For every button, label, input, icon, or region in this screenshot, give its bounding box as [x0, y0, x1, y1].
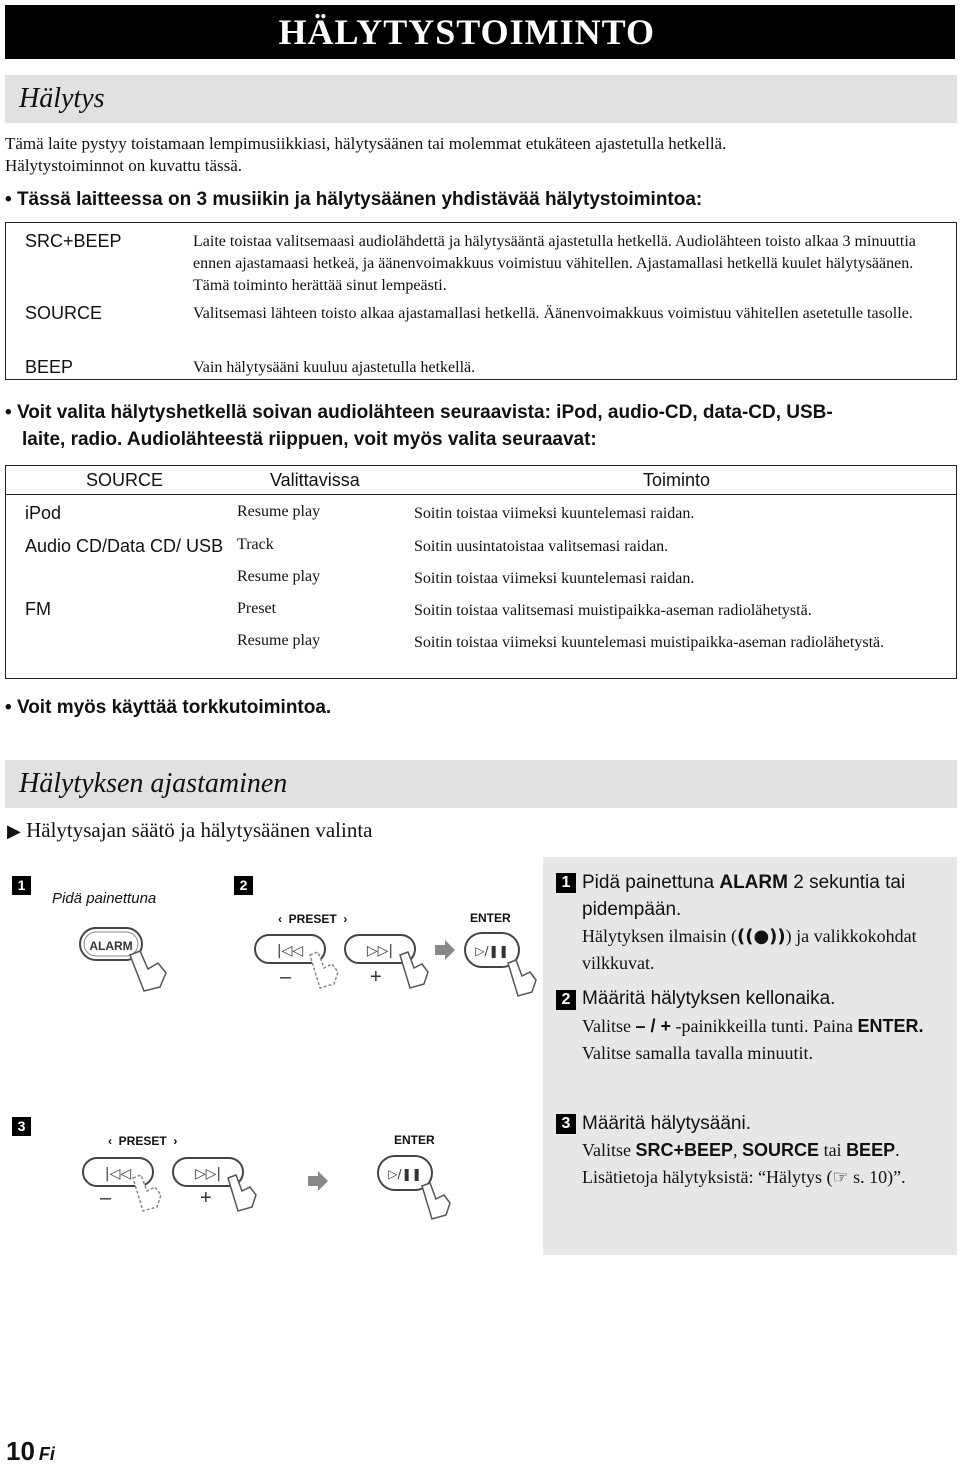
mode-key: SOURCE	[25, 303, 103, 323]
preset-label: ‹ PRESET ›	[108, 1134, 178, 1148]
mode-key: BEEP	[846, 1140, 896, 1160]
page-title: HÄLYTYSTOIMINTO	[278, 12, 655, 52]
alarm-key: ALARM	[719, 872, 788, 893]
plus-sign: +	[370, 966, 382, 988]
figure-number: 2	[234, 876, 253, 895]
step-title	[582, 869, 952, 923]
hand-icon	[508, 960, 536, 996]
hand-icon	[422, 1183, 450, 1219]
table-cell-value: Resume play	[237, 503, 321, 520]
hand-icon	[130, 951, 166, 991]
step-body-text: Valitse	[582, 1016, 636, 1036]
hand-dashed-icon	[310, 952, 338, 988]
hand-dashed-icon	[133, 1175, 161, 1211]
step-body	[582, 923, 952, 977]
mode-key: SRC+BEEP	[25, 231, 122, 251]
plus-sign: +	[200, 1187, 212, 1209]
figure-caption: Pidä painettuna	[52, 890, 157, 907]
source-table	[5, 465, 957, 679]
subheading-text: Hälytysajan säätö ja hälytysäänen valinta	[26, 818, 373, 842]
alarm-mode-table	[5, 222, 957, 380]
section-heading-text: Hälytyksen ajastaminen	[19, 768, 288, 799]
mode-key: SRC+BEEP	[635, 1140, 734, 1160]
bullet-dot: •	[5, 697, 17, 718]
enter-label: ENTER	[394, 1133, 435, 1147]
divider	[6, 494, 956, 495]
minus-sign: –	[280, 966, 292, 988]
alarm-button-illustration	[60, 915, 210, 995]
enter-key: ENTER.	[857, 1016, 924, 1036]
table-cell-source: FM	[25, 599, 51, 619]
step-body-text: ,	[733, 1140, 743, 1160]
subheading	[7, 818, 372, 843]
skip-forward-icon: ▷▷|	[194, 1166, 222, 1182]
skip-back-icon: |◁◁	[276, 943, 304, 959]
arrow-right-icon	[308, 1171, 328, 1191]
table-cell-function: Soitin uusintatoistaa valitsemasi raidan.	[414, 538, 669, 555]
enter-label: ENTER	[470, 911, 511, 925]
intro-text	[5, 133, 955, 177]
step-body-text: Valitse	[582, 1140, 636, 1160]
step-body	[582, 1013, 952, 1067]
page-footer	[6, 1436, 55, 1467]
alarm-button-label: ALARM	[89, 939, 133, 953]
bullet-sources	[5, 399, 955, 453]
minus-sign: –	[100, 1187, 112, 1209]
step-number: 2	[556, 990, 576, 1010]
steps-panel	[543, 857, 957, 1255]
table-cell-function: Soitin toistaa viimeksi kuuntelemasi muistipaikka-aseman radiolähetystä.	[414, 634, 885, 651]
step-body	[582, 1137, 952, 1191]
step-title-text: Pidä painettuna	[582, 872, 720, 893]
step-body-text: ) ja valikkokohdat vilkkuvat.	[582, 926, 917, 973]
triangle-right-icon: ▶	[7, 821, 21, 841]
hand-icon	[400, 952, 428, 988]
bullet-text: laite, radio. Audiolähteestä riippuen, voit myös valita seuraavat:	[22, 429, 597, 450]
section-heading-ajastaminen	[5, 760, 957, 808]
section-heading-text: Hälytys	[19, 83, 105, 114]
table-cell-function: Soitin toistaa valitsemasi muistipaikka-aseman radiolähetystä.	[414, 602, 812, 619]
table-cell-value: Resume play	[237, 632, 321, 649]
mode-key: SOURCE	[742, 1140, 820, 1160]
language-tag: Fi	[38, 1444, 55, 1464]
step-title: Määritä hälytyksen kellonaika.	[582, 988, 836, 1009]
step-body-text: tai	[819, 1140, 847, 1160]
preset-label: ‹ PRESET ›	[278, 912, 348, 926]
table-cell-source: Audio CD/Data CD/ USB	[25, 536, 224, 556]
table-cell-value: Resume play	[237, 568, 321, 585]
table-header: Toiminto	[643, 470, 711, 490]
bullet-text: Voit valita hälytyshetkellä soivan audiolähteen seuraavista: iPod, audio-CD, data-CD, USB-	[16, 402, 833, 423]
preset-text: PRESET	[288, 912, 337, 926]
minus-plus-keys: – / +	[635, 1016, 672, 1036]
play-pause-icon: ▷/❚❚	[388, 1167, 422, 1181]
mode-desc: Valitsemasi lähteen toisto alkaa ajastamallasi hetkellä. Äänenvoimakkuus voimistuu vähitellen asetetulle tasolle.	[193, 305, 913, 322]
preset-text: PRESET	[118, 1134, 167, 1148]
step-body-text: Hälytyksen ilmaisin (	[582, 926, 737, 946]
table-cell-value: Track	[237, 536, 274, 553]
bullet-modes	[5, 186, 702, 213]
step-body-text: Valitse samalla tavalla minuutit.	[582, 1043, 813, 1063]
preset-enter-illustration	[250, 925, 550, 1015]
mode-desc: Vain hälytysääni kuuluu ajastetulla hetkellä.	[193, 359, 476, 376]
table-cell-source: iPod	[25, 503, 62, 523]
step-number: 1	[556, 873, 576, 893]
intro-line: Hälytystoiminnot on kuvattu tässä.	[5, 156, 243, 175]
skip-back-icon: |◁◁	[104, 1166, 132, 1182]
bullet-text: Voit myös käyttää torkkutoimintoa.	[16, 697, 332, 718]
table-cell-function: Soitin toistaa viimeksi kuuntelemasi raidan.	[414, 570, 695, 587]
table-cell-value: Preset	[237, 600, 277, 617]
table-header: SOURCE	[86, 470, 164, 490]
intro-line: Tämä laite pystyy toistamaan lempimusiikkiasi, hälytysäänen tai molemmat etukäteen ajastetulla hetkellä.	[5, 134, 727, 153]
page-number: 10	[6, 1436, 35, 1466]
bullet-dot: •	[5, 402, 17, 423]
alarm-indicator-icon: ((●))	[736, 926, 786, 947]
step-body-text: -painikkeilla tunti. Paina	[671, 1016, 858, 1036]
skip-forward-icon: ▷▷|	[366, 943, 394, 959]
figure-number: 3	[12, 1117, 31, 1136]
step-number: 3	[556, 1114, 576, 1134]
table-header: Valittavissa	[270, 470, 360, 490]
bullet-text: Tässä laitteessa on 3 musiikin ja hälytysäänen yhdistävää hälytystoimintoa:	[16, 189, 703, 210]
mode-key: BEEP	[25, 357, 74, 377]
bullet-snooze	[5, 694, 331, 721]
mode-desc: Laite toistaa valitsemaasi audiolähdettä ja hälytysääntä ajastetulla hetkellä. Audiolähteen toisto alkaa 3 minuuttia ennen ajastamaasi hetkeä, ja äänenvoimakkuus voimistuu vähitellen. Ajastamallasi hetkellä kuulet hälytysäänen. Tämä toiminto herättää sinut lempeästi.	[193, 233, 916, 294]
step-title: Määritä hälytysääni.	[582, 1113, 751, 1134]
arrow-right-icon	[435, 940, 455, 960]
section-heading-halytys	[5, 75, 957, 123]
hand-icon	[228, 1175, 256, 1211]
table-cell-function: Soitin toistaa viimeksi kuuntelemasi raidan.	[414, 505, 695, 522]
play-pause-icon: ▷/❚❚	[475, 944, 509, 958]
bullet-dot: •	[5, 189, 17, 210]
step-title-text: 2 sekuntia tai pidempään.	[582, 872, 906, 920]
preset-enter-illustration	[78, 1148, 498, 1238]
figure-number: 1	[12, 876, 31, 895]
step-body-text: . Lisätietoja hälytyksistä: “Hälytys (☞ s. 10)”.	[582, 1140, 906, 1187]
page-title-bar	[5, 5, 955, 59]
